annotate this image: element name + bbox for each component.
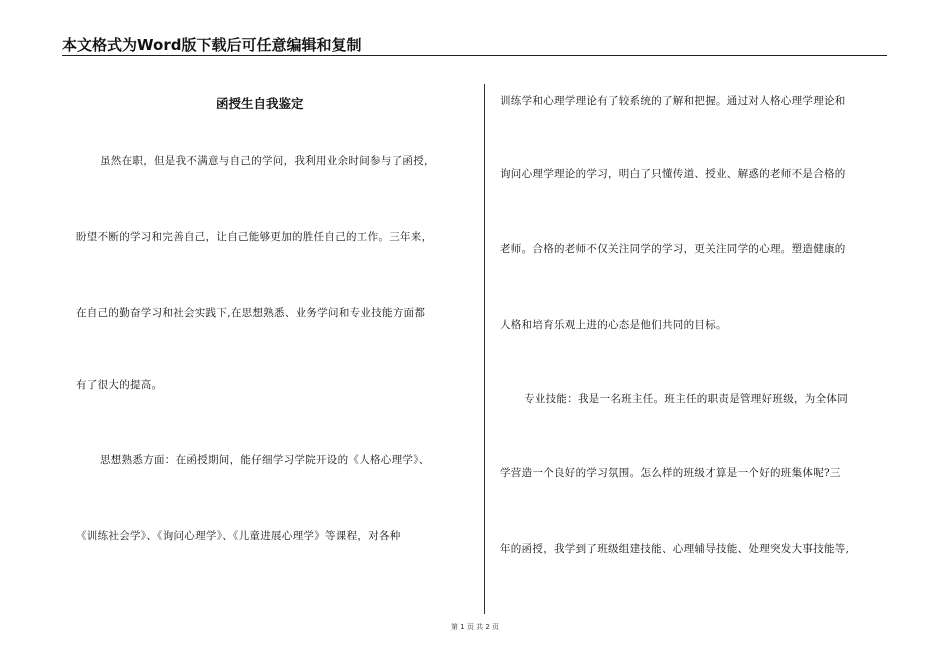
- page-number: 第 1 页 共 2 页: [450, 623, 500, 631]
- header-divider: [62, 55, 887, 56]
- header-title: 本文格式为Word版下载后可任意编辑和复制: [62, 36, 362, 54]
- paragraph-line: 学营造一个良好的学习氛围。怎么样的班级才算是一个好的班集体呢?三: [500, 467, 841, 479]
- paragraph-line: 《训练社会学》、《询问心理学》、《儿童进展心理学》等课程，对各种: [76, 530, 401, 542]
- paragraph-line: 训练学和心理学理论有了较系统的了解和把握。通过对人格心理学理论和: [500, 95, 846, 107]
- paragraph-line: 询问心理学理论的学习，明白了只懂传道、授业、解惑的老师不是合格的: [500, 168, 846, 180]
- right-column: [500, 60, 892, 620]
- column-divider: [484, 84, 485, 614]
- paragraph-line: 在自己的勤奋学习和社会实践下,在思想熟悉、业务学问和专业技能方面都: [76, 307, 426, 319]
- paragraph-line: 有了很大的提高。: [76, 379, 163, 391]
- paragraph-line: 盼望不断的学习和完善自己，让自己能够更加的胜任自己的工作。三年来，: [76, 231, 433, 243]
- paragraph-line: 年的函授，我学到了班级组建技能、心理辅导技能、处理突发大事技能等,: [500, 543, 850, 555]
- paragraph-line: 虽然在职，但是我不满意与自己的学问，我利用业余时间参与了函授，: [100, 155, 435, 167]
- paragraph-line: 人格和培育乐观上进的心态是他们共同的目标。: [500, 319, 727, 331]
- paragraph-line: 专业技能：我是一名班主任。班主任的职责是管理好班级，为全体同: [524, 393, 848, 405]
- left-column: [76, 60, 468, 620]
- paragraph-line: 思想熟悉方面：在函授期间，能仔细学习学院开设的《人格心理学》、: [100, 454, 430, 466]
- paragraph-line: 老师。合格的老师不仅关注同学的学习，更关注同学的心理。塑造健康的: [500, 243, 846, 255]
- document-title: 函授生自我鉴定: [216, 96, 304, 111]
